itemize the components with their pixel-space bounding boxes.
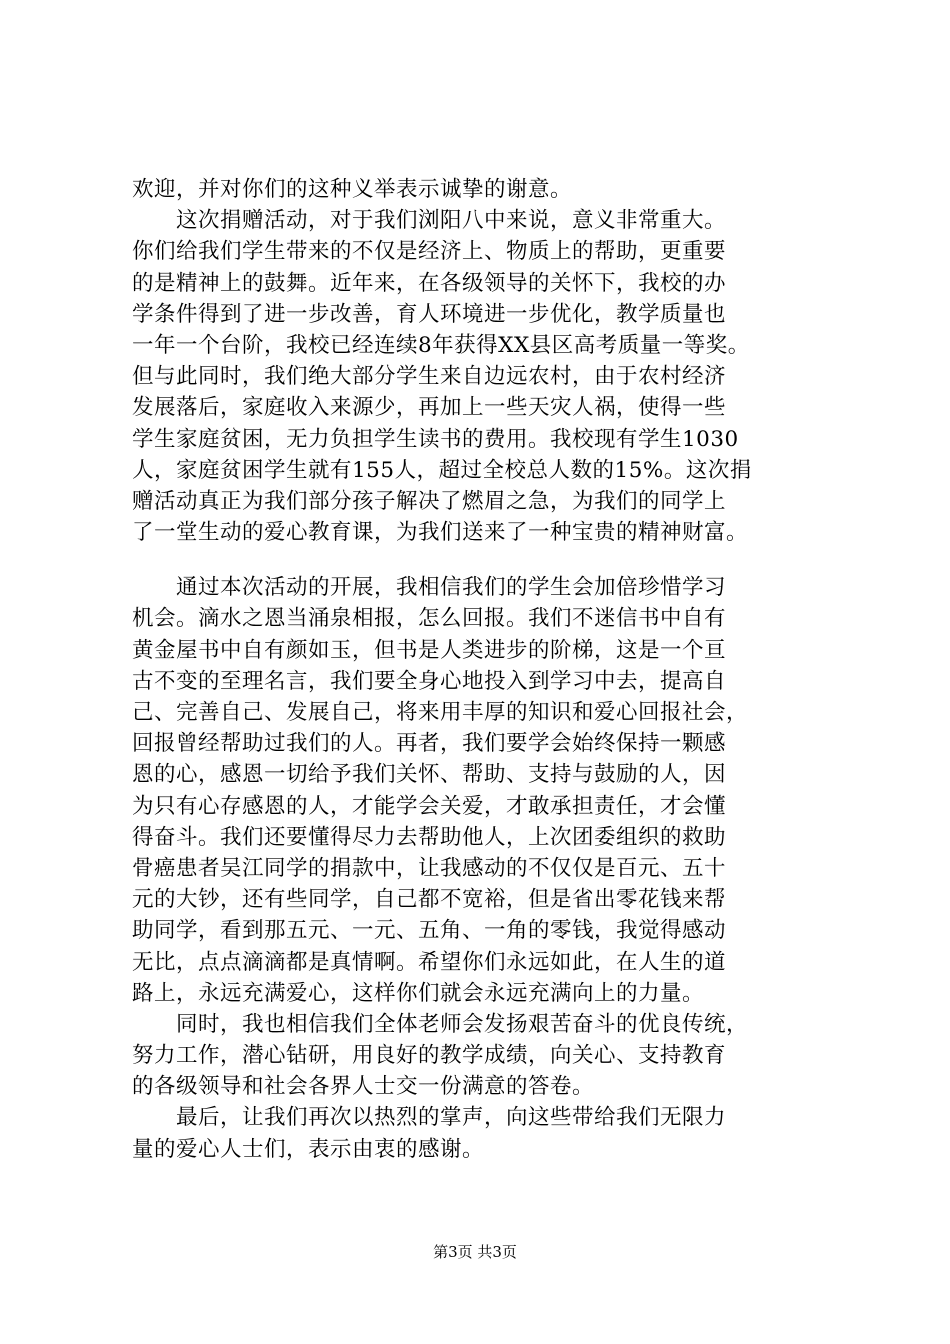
text-line: 学生家庭贫困，无力负担学生读书的费用。我校现有学生1030: [132, 426, 739, 452]
text-line: 发展落后，家庭收入来源少，再加上一些天灾人祸，使得一些: [132, 395, 727, 421]
paragraph: [132, 1009, 852, 1103]
text-line: 得奋斗。我们还要懂得尽力去帮助他人，上次团委组织的救助: [132, 824, 727, 850]
page-footer: [0, 1242, 950, 1262]
text-line: 赠活动真正为我们部分孩子解决了燃眉之急，为我们的同学上: [132, 488, 727, 514]
paragraph: [132, 1102, 852, 1164]
text-line: 了一堂生动的爱心教育课，为我们送来了一种宝贵的精神财富。: [132, 520, 749, 546]
text-line: 同时，我也相信我们全体老师会发扬艰苦奋斗的优良传统，: [176, 1011, 749, 1037]
text-line: 这次捐赠活动，对于我们浏阳八中来说，意义非常重大。: [176, 208, 727, 234]
text-line: 路上，永远充满爱心，这样你们就会永远充满向上的力量。: [132, 980, 705, 1006]
text-line: 古不变的至理名言，我们要全身心地投入到学习中去，提高自: [132, 668, 727, 694]
text-line: 努力工作，潜心钻研，用良好的教学成绩，向关心、支持教育: [132, 1043, 727, 1069]
text-line: 黄金屋书中自有颜如玉，但书是人类进步的阶梯，这是一个亘: [132, 637, 727, 663]
paragraph-gap: [132, 548, 852, 572]
text-line: 元的大钞，还有些同学，自己都不宽裕，但是省出零花钱来帮: [132, 887, 727, 913]
text-line: 最后，让我们再次以热烈的掌声，向这些带给我们无限力: [176, 1105, 727, 1131]
page-number: 第3页 共3页: [433, 1243, 517, 1261]
text-line: 量的爱心人士们，表示由衷的感谢。: [132, 1136, 485, 1162]
text-line: 一年一个台阶，我校已经连续8年获得XX县区高考质量一等奖。: [132, 332, 750, 358]
text-line: 的是精神上的鼓舞。近年来，在各级领导的关怀下，我校的办: [132, 270, 727, 296]
text-line: 己、完善自己、发展自己，将来用丰厚的知识和爱心回报社会，: [132, 700, 749, 725]
text-line: 回报曾经帮助过我们的人。再者，我们要学会始终保持一颗感: [132, 731, 727, 757]
text-line: 助同学，看到那五元、一元、五角、一角的零钱，我觉得感动: [132, 918, 727, 944]
text-line: 通过本次活动的开展，我相信我们的学生会加倍珍惜学习: [176, 575, 727, 601]
paragraph: [132, 174, 852, 205]
text-line: 恩的心，感恩一切给予我们关怀、帮助、支持与鼓励的人，因: [132, 762, 727, 788]
text-line: 学条件得到了进一步改善，育人环境进一步优化，教学质量也: [132, 301, 727, 327]
text-line: 你们给我们学生带来的不仅是经济上、物质上的帮助，更重要: [132, 239, 727, 265]
text-line: 的各级领导和社会各界人士交一份满意的答卷。: [132, 1074, 595, 1100]
text-line: 无比，点点滴滴都是真情啊。希望你们永远如此，在人生的道: [132, 949, 727, 975]
text-line: 欢迎，并对你们的这种义举表示诚挚的谢意。: [132, 177, 573, 202]
text-line: 骨癌患者吴江同学的捐款中，让我感动的不仅仅是百元、五十: [132, 855, 727, 881]
text-line: 为只有心存感恩的人，才能学会关爱，才敢承担责任，才会懂: [132, 793, 727, 819]
text-line: 人，家庭贫困学生就有155人，超过全校总人数的15%。这次捐: [132, 457, 752, 483]
body-text: [132, 174, 852, 1165]
text-line: 机会。滴水之恩当涌泉相报，怎么回报。我们不迷信书中自有: [132, 606, 727, 632]
text-line: 但与此同时，我们绝大部分学生来自边远农村，由于农村经济: [132, 364, 727, 390]
paragraph: [132, 205, 852, 548]
paragraph: [132, 572, 852, 1009]
